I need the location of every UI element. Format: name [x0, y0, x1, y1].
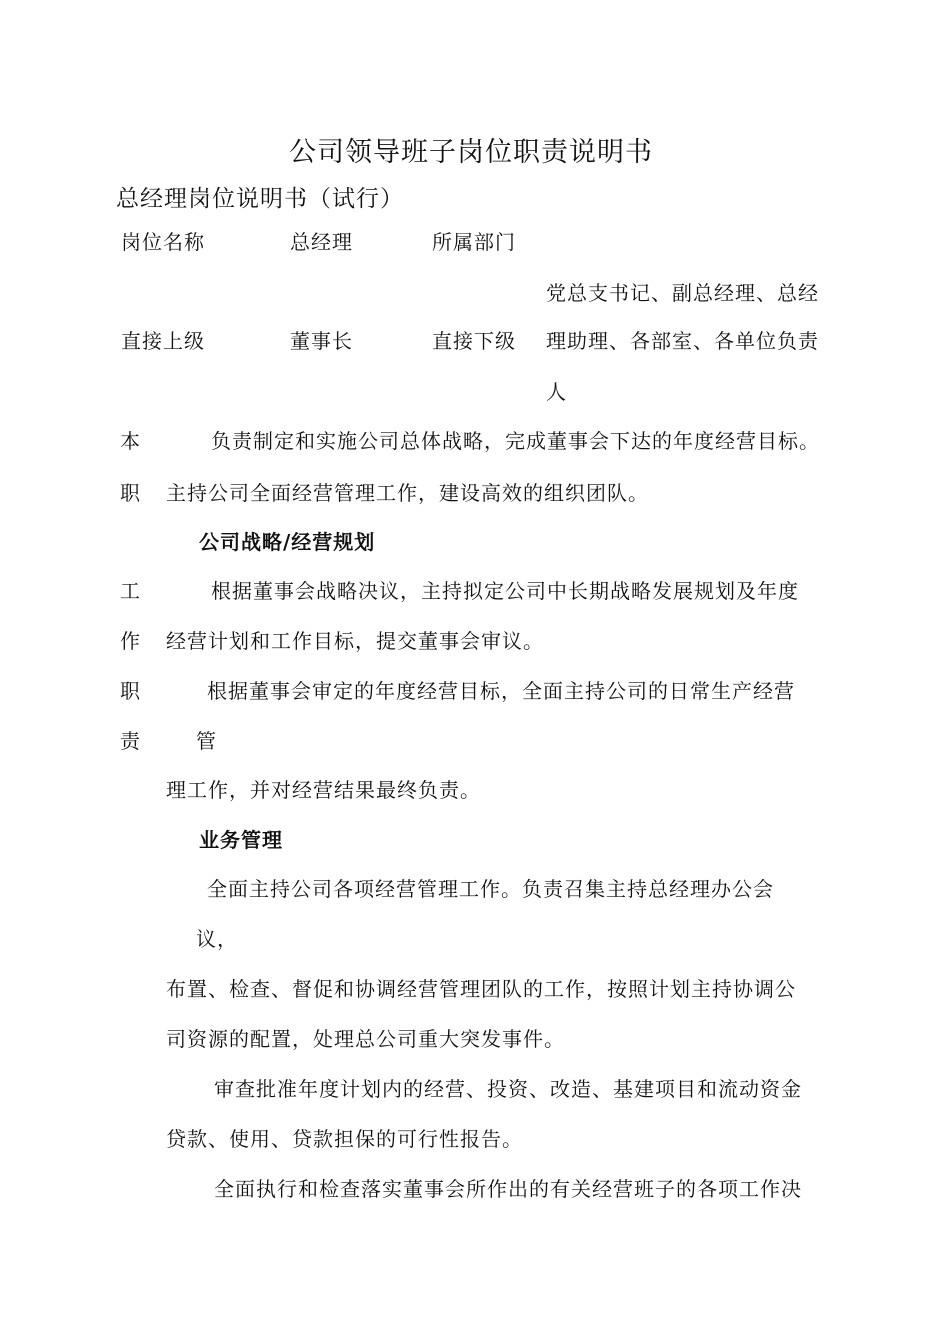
superior-value: 董事长	[290, 329, 353, 353]
strategy-line: 根据董事会战略决议，主持拟定公司中长期战略发展规划及年度	[211, 579, 799, 603]
work-duty-side-label: 职	[120, 679, 141, 703]
business-line: 审查批准年度计划内的经营、投资、改造、基建项目和流动资金	[214, 1077, 802, 1101]
business-line: 议，	[196, 927, 238, 951]
basic-duty-line: 主持公司全面经营管理工作，建设高效的组织团队。	[166, 481, 649, 505]
basic-duty-line: 负责制定和实施公司总体战略，完成董事会下达的年度经营目标。	[211, 429, 820, 453]
section-heading-business: 业务管理	[199, 828, 283, 852]
business-line: 布置、检查、督促和协调经营管理团队的工作，按照计划主持协调公	[166, 977, 796, 1001]
business-line: 司资源的配置，处理总公司重大突发事件。	[166, 1027, 565, 1051]
department-label: 所属部门	[432, 230, 516, 254]
subordinate-value-line: 党总支书记、副总经理、总经	[546, 281, 819, 305]
superior-label: 直接上级	[121, 329, 205, 353]
work-duty-side-label: 责	[120, 729, 141, 753]
subordinate-value-line: 理助理、各部室、各单位负责	[546, 329, 819, 353]
subordinate-label: 直接下级	[432, 329, 516, 353]
document-subtitle: 总经理岗位说明书（试行）	[116, 186, 404, 212]
basic-duty-side-label: 职	[120, 481, 141, 505]
work-duty-side-label: 作	[120, 629, 141, 653]
section-heading-strategy: 公司战略/经营规划	[199, 530, 376, 554]
basic-duty-side-label: 本	[120, 429, 141, 453]
strategy-line: 根据董事会审定的年度经营目标，全面主持公司的日常生产经营	[207, 679, 795, 703]
subordinate-value-line: 人	[546, 380, 567, 404]
business-line: 全面主持公司各项经营管理工作。负责召集主持总经理办公会	[207, 877, 774, 901]
position-name-label: 岗位名称	[121, 230, 205, 254]
document-title: 公司领导班子岗位职责说明书	[289, 137, 653, 168]
business-line: 全面执行和检查落实董事会所作出的有关经营班子的各项工作决	[214, 1177, 802, 1201]
strategy-line: 管	[196, 729, 217, 753]
work-duty-side-label: 工	[120, 579, 141, 603]
business-line: 贷款、使用、贷款担保的可行性报告。	[166, 1127, 523, 1151]
strategy-line: 理工作，并对经营结果最终负责。	[166, 778, 481, 802]
position-name-value: 总经理	[290, 230, 353, 254]
strategy-line: 经营计划和工作目标，提交董事会审议。	[166, 629, 544, 653]
